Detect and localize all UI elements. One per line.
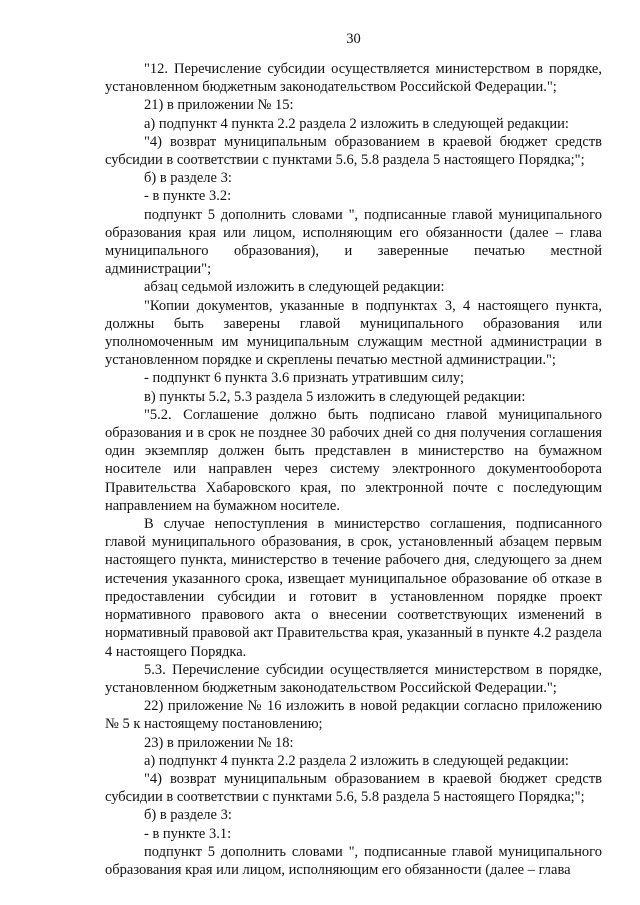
paragraph: "5.2. Соглашение должно быть подписано главой муниципального образования и в срок не позднее 30 рабочих дней со дня получения соглашения один экземпляр должен быть представлен в министерство на бумажном носителе или направлен через систему электронного документооборота Правительства Хабаровского края, по электронной почте с последующим направлением на бумажном носителе. (105, 406, 602, 514)
paragraph: подпункт 5 дополнить словами ", подписанные главой муниципального образования края или лицом, исполняющим его обязанности (далее – глава муниципального образования), и заверенные печатью местной администрации"; (105, 206, 602, 278)
paragraph: 21) в приложении № 15: (144, 97, 294, 114)
paragraph: - подпункт 6 пункта 3.6 признать утратившим силу; (144, 370, 464, 387)
paragraph: 22) приложение № 16 изложить в новой редакции согласно приложению № 5 к настоящему постановлению; (105, 698, 602, 733)
paragraph: - в пункте 3.1: (144, 825, 232, 842)
paragraph: подпункт 5 дополнить словами ", подписанные главой муниципального образования края или лицом, исполняющим его обязанности (далее – глава (105, 843, 602, 878)
paragraph: в) пункты 5.2, 5.3 раздела 5 изложить в следующей редакции: (144, 388, 526, 405)
paragraph: "4) возврат муниципальным образованием в краевой бюджет средств субсидии в соответствии с пунктами 5.6, 5.8 раздела 5 настоящего Порядка;"; (105, 770, 602, 806)
paragraph: б) в разделе 3: (144, 807, 232, 824)
paragraph: "Копии документов, указанные в подпунктах 3, 4 настоящего пункта, должны быть заверены главой муниципального образования или уполномоченным им муниципальным служащим местной администрации в установленном порядке и скреплены печатью местной администрации."; (105, 297, 602, 369)
paragraph: 23) в приложении № 18: (144, 734, 294, 751)
paragraph: В случае непоступления в министерство соглашения, подписанного главой муниципального образования, в срок, установленный абзацем первым настоящего пункта, министерство в течение рабочего дня, следующего за днем истечения указанного срока, извещает муниципальное образование об отказе в предоставлении субсидии и готовит в установленном порядке проект нормативного правового акта о внесении соответствующих изменений в нормативный правовой акт Правительства края, указанный в пункте 4.2 раздела 4 настоящего Порядка. (105, 516, 602, 660)
document-body (105, 60, 602, 879)
paragraph: "12. Перечисление субсидии осуществляется министерством в порядке, установленном бюджетным законодательством Российской Федерации."; (105, 61, 602, 96)
paragraph: - в пункте 3.2: (144, 188, 232, 205)
paragraph: б) в разделе 3: (144, 170, 232, 187)
paragraph: 5.3. Перечисление субсидии осуществляется министерством в порядке, установленном бюджетным законодательством Российской Федерации."; (105, 661, 602, 696)
paragraph: а) подпункт 4 пункта 2.2 раздела 2 изложить в следующей редакции: (144, 115, 569, 132)
paragraph: а) подпункт 4 пункта 2.2 раздела 2 изложить в следующей редакции: (144, 752, 569, 769)
paragraph: абзац седьмой изложить в следующей редакции: (144, 279, 445, 296)
paragraph: "4) возврат муниципальным образованием в краевой бюджет средств субсидии в соответствии с пунктами 5.6, 5.8 раздела 5 настоящего Порядка;"; (105, 133, 602, 169)
page-number: 30 (346, 31, 361, 47)
